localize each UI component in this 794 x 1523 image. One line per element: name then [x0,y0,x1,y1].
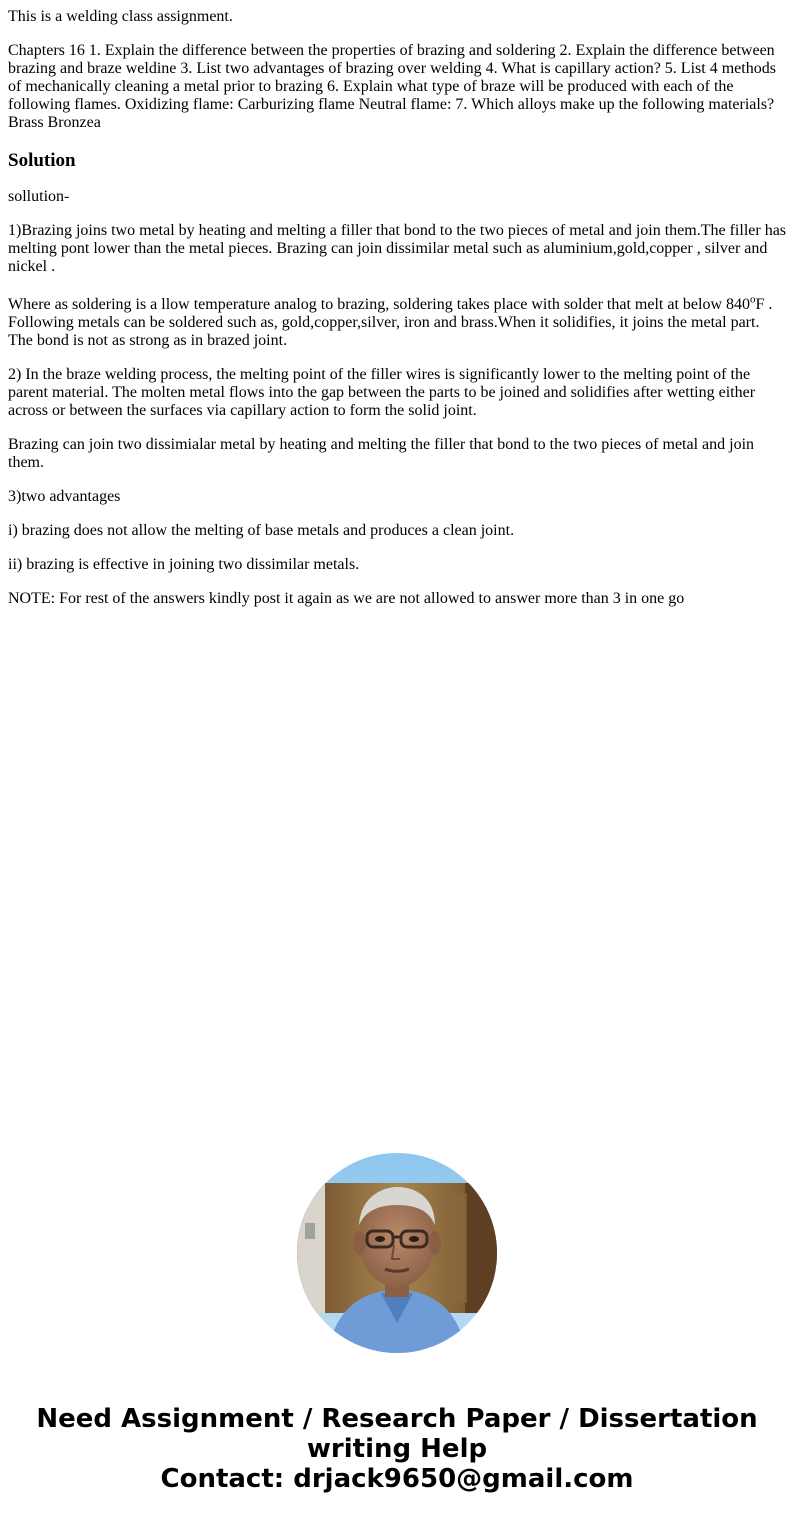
promo-line-2: writing Help [306,1434,488,1464]
degree-superscript: o [750,293,756,306]
solution-heading: Solution [8,150,76,171]
advantage-1: i) brazing does not allow the melting of base metals and produces a clean joint. [8,522,515,539]
document-content [8,8,788,624]
promo-contact: Contact: drjack9650@gmail.com [160,1464,634,1494]
soldering-text-start: Where as soldering is a llow temperature analog to brazing, soldering takes place with solder that melt at below 840 [8,296,750,313]
answer-note: NOTE: For rest of the answers kindly post it again as we are not allowed to answer more than 3 in one go [8,590,685,607]
answer-1-soldering [8,293,788,350]
promo-banner [0,1404,794,1494]
author-avatar [297,1153,497,1353]
question-body: Chapters 16 1. Explain the difference between the properties of brazing and soldering 2. Explain the difference between brazing and braze weldine 3. List two advantages of brazing over welding 4. What is capillary action? 5. List 4 methods of mechanically cleaning a metal prior to brazing 6. Explain what type of braze will be produced with each of the following flames. Oxidizing flame: Carburizing flame Neutral flame: 7. Which alloys make up the following materials? Brass Bronzea [8,42,776,131]
author-portrait-image [297,1153,497,1353]
solution-body [8,188,788,608]
question-intro: This is a welding class assignment. [8,8,233,25]
answer-2: 2) In the braze welding process, the melting point of the filler wires is significantly lower to the melting point of the parent material. The molten metal flows into the gap between the parts to be joined and solidifies after wetting either across or between the surfaces via capillary action to form the solid joint. [8,366,756,419]
soldering-text-end: F . Following metals can be soldered such as, gold,copper,silver, iron and brass.When it solidifies, it joins the metal part. The bond is not as strong as in brazed joint. [8,296,773,349]
promo-line-1: Need Assignment / Research Paper / Dissertation [36,1404,758,1434]
solution-label: sollution- [8,188,70,205]
advantage-2: ii) brazing is effective in joining two dissimilar metals. [8,556,360,573]
answer-2-extra: Brazing can join two dissimialar metal by heating and melting the filler that bond to the two pieces of metal and join them. [8,436,755,471]
answer-3-heading: 3)two advantages [8,488,121,505]
answer-1: 1)Brazing joins two metal by heating and melting a filler that bond to the two pieces of metal and join them.The filler has melting pont lower than the metal pieces. Brazing can join dissimilar metal such as aluminium,gold,copper , silver and nickel . [8,222,787,275]
